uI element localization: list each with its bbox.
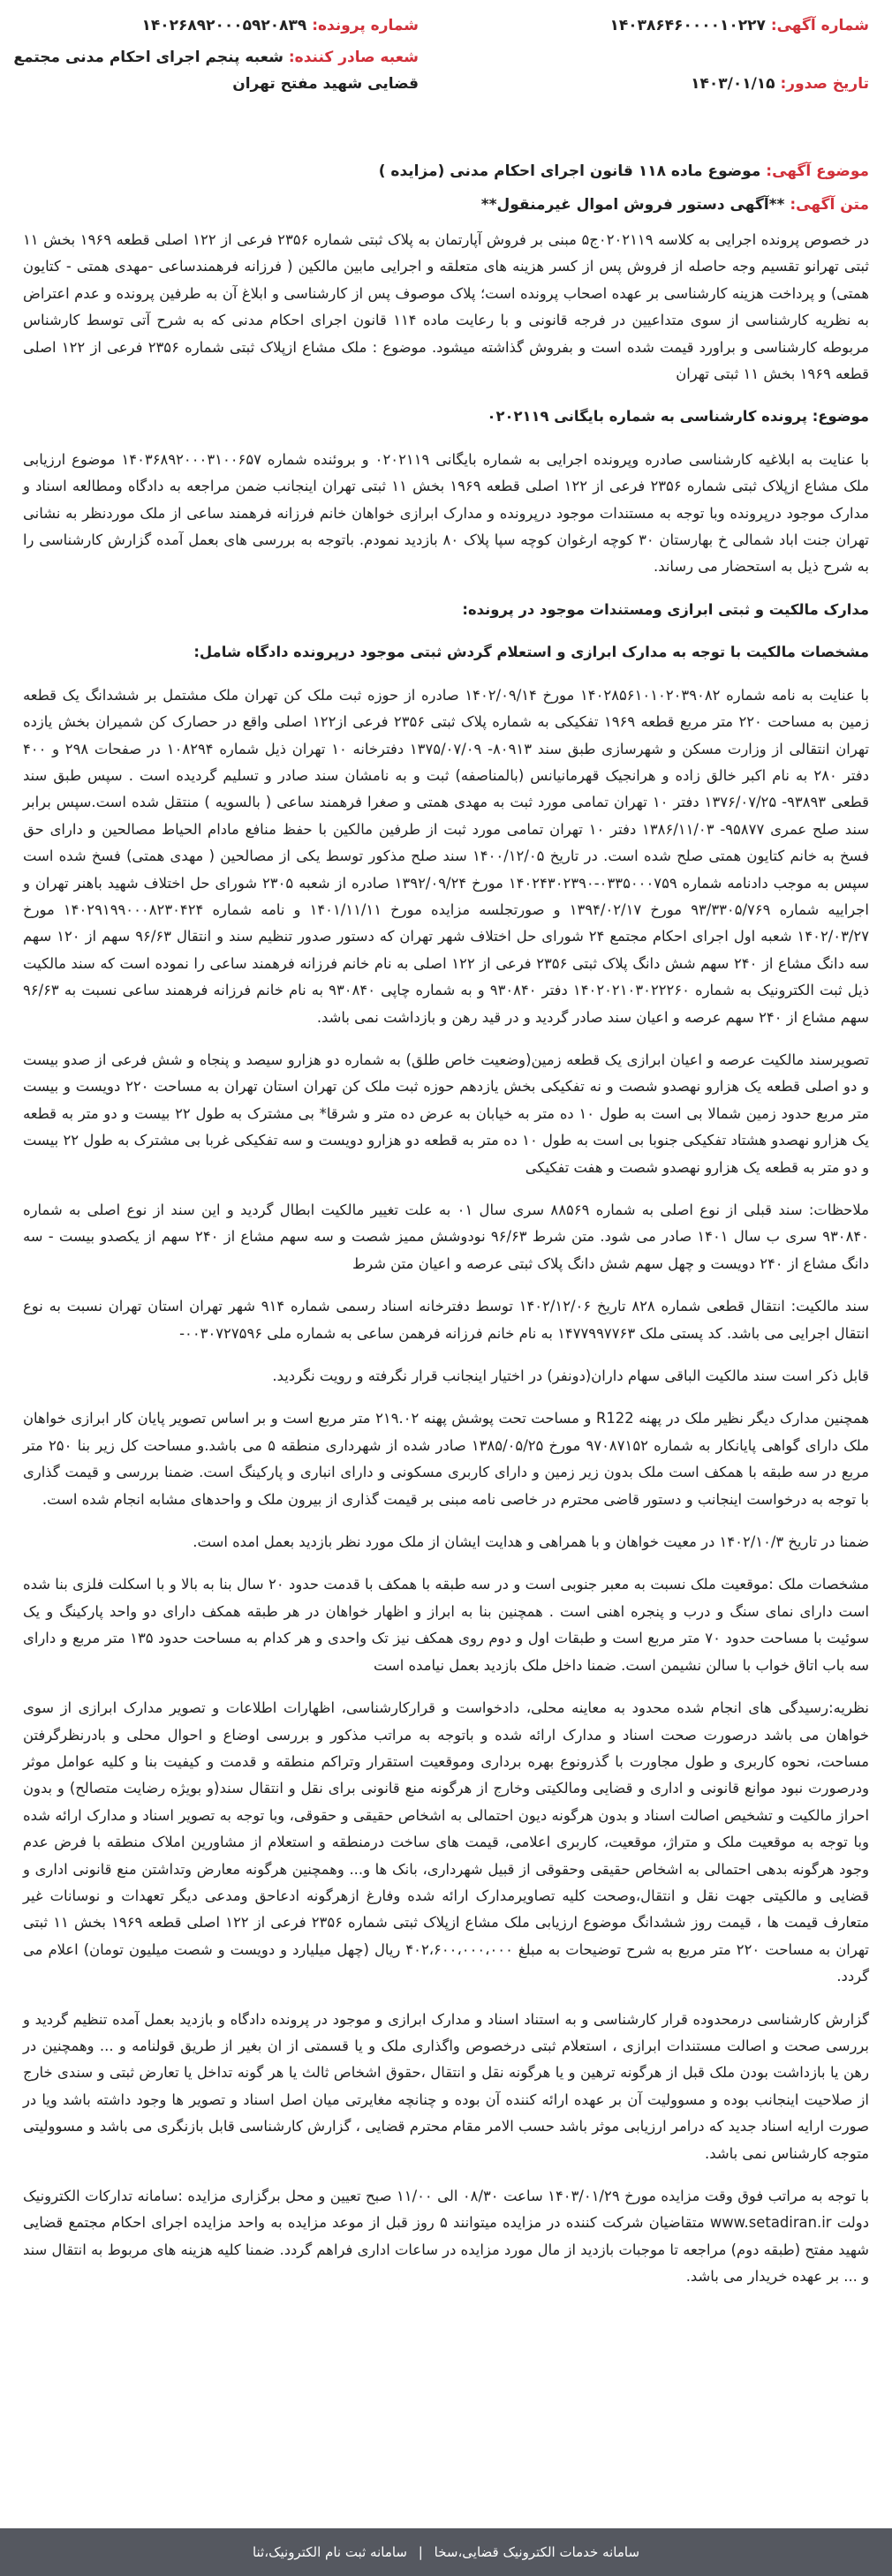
issuing-branch-value: شعبه پنجم اجرای احکام مدنی مجتمع قضایی شهید مفتح تهران — [13, 49, 419, 93]
ad-number — [609, 12, 869, 39]
paragraph-property-specs: مشخصات ملک :موقعیت ملک نسبت به معبر جنوبی است و در سه طبقه با همکف با قدمت حدود ۲۰ سال بنا به بالا و با اسکلت فلزی بنا شده است دارای نمای سنگ و درب و پنجره اهنی است . همچنین بنا به ابراز و اظهار خواهان در هر طبقه همکف دارای دو واحد پارکینگ و یک سوئیت با مساحت حدود ۷۰ متر مربع است و طبقات اول و دوم روی همکف نیز تک واحدی و هر کدام به مساحت حدود ۱۳۵ متر مربع و دارای سه باب اتاق خواب با سالن نشیمن است. ضمنا داخل ملک بازدید بعمل نیامده است — [23, 1576, 869, 1674]
ad-number-label: شماره آگهی: — [770, 17, 869, 34]
footer-link-sakha[interactable]: سامانه خدمات الکترونیک قضایی،سخا — [434, 2544, 640, 2560]
ad-number-value: ۱۴۰۳۸۶۴۶۰۰۰۰۱۰۲۲۷ — [609, 17, 766, 34]
paragraph-opinion: نظریه:رسیدگی های انجام شده محدود به معاینه محلی، دادخواست و قرارکارشناسی، اظهارات اطلاعات و تصویر مدارک ابرازی از سوی خواهان می باشد درصورت صحت اسناد و مدارک ارائه شده و باتوجه به مراتب مذکور و بررسی اوضاع و احوال محلی و بادرنظرگرفتن مساحت، نحوه کاربری و طول مجاورت با گذرونوع بهره برداری وموقعیت استقرار وتراکم منطقه و قدمت و کیفیت بنا و کلیه عوامل موثر ودرصورت نبود موانع قانونی و اداری و قضایی ومالکیتی وخارج از هرگونه منع قانونی برای نقل و انتقال سند(و بویژه رضایت متصالح) و بدون احراز مالکیت و تشخیص اصالت اسناد و بدون هرگونه دیون احتمالی به اشخاص حقیقی و حقوقی، وبا توجه به تصویر اسناد و مدارک ارائه شده وبا توجه به موقعیت ملک و متراژ، موقعیت، کاربری اعلامی، قیمت های ساخت درمنطقه و استعلام از مشاورین املاک منطقه با فرض عدم وجود هرگونه بدهی احتمالی به اشخاص حقیقی وحقوقی از قبیل شهرداری، بانک ها و... وهمچنین هرگونه معارض وتداشتن منع قانونی اداری و قضایی و مالکیتی جهت نقل و انتقال،وصحت کلیه تصاویرمدارک ارائه شده وفارغ ازهرگونه ادعاحق ومدعی دیگر تعهدات و نوسانات غیر متعارف قیمت ها ، قیمت روز ششدانگ موضوع ارزیابی ملک مشاع ازپلاک ثبتی شماره ۲۳۵۶ فرعی از ۱۲۲ اصلی قطعه ۱۹۶۹ بخش ۱۱ ثبتی تهران به مساحت ۲۲۰ متر مربع به شرح توضیحات به مبلغ ۴۰۲،۶۰۰،۰۰۰،۰۰۰ ریال (چهل میلیارد و دویست و شصت میلیون تومان) اعلام می گردد. — [23, 1699, 870, 1985]
issue-date-label: تاریخ صدور: — [780, 75, 869, 93]
footer-bar — [0, 2528, 892, 2576]
footer-link-sana[interactable]: سامانه ثبت نام الکترونیک،ثنا — [252, 2544, 407, 2560]
subject-row — [23, 158, 869, 185]
paragraph-visit-date: ضمنا در تاریخ ۱۴۰۲/۱۰/۳ در معیت خواهان و با همراهی و هدایت ایشان از ملک مورد نظر بازدید بعمل امده است. — [193, 1533, 869, 1551]
case-number-value: ۱۴۰۲۶۸۹۲۰۰۰۵۹۲۰۸۳۹ — [141, 17, 307, 34]
case-number — [141, 12, 419, 39]
paragraph-deed-description: تصویرسند مالکیت عرصه و اعیان ابرازی یک قطعه زمین(وضعیت خاص طلق) به شماره دو هزارو سیصد و پنجاه و شش فرعی از صدو بیست و دو اصلی قطعه یک هزارو نهصدو شصت و نه تفکیکی بخش یازدهم حوزه ثبت ملک کن تهران استان تهران به مساحت ۲۲۰ دویست و بیست متر مربع حدود زمین شمالا بی است به طول ۱۰ ده متر به خیابان به عرض ده متر و شرقا* بی مشترک به طول ۲۲ بیست و دو متر به قطعه یک هزارو نهصدو هشتاد تفکیکی جنوبا بی است به طول ۱۰ ده متر به قطعه دو هزارو دویست و سه تفکیکی غربا بی مشترک به طول ۲۲ بیست و دو متر به قطعه یک هزارو نهصدو شصت و هفت تفکیکی — [23, 1051, 869, 1176]
paragraph-visit: با عنایت به ابلاغیه کارشناسی صادره وپرونده اجرایی به شماره بایگانی ۰۲۰۲۱۱۹ و بروئنده شماره ۱۴۰۳۶۸۹۲۰۰۰۳۱۰۰۶۵۷ موضوع ارزیابی ملک مشاع ازپلاک ثبتی شماره ۲۳۵۶ فرعی از ۱۲۲ اصلی قطعه ۱۹۶۹ بخش ۱۱ ثبتی تهران اینجانب ضمن مراجعه به دادگاه ومطالعه اسناد و مدارک موجود درپرونده وبا توجه به مستندات موجود درپرونده و مدارک ابرازی خواهان خانم فرزانه فرهمند ساعی از ملک موردنظر به نشانی تهران جنت اباد شمالی خ بهارستان ۳۰ کوچه ارغوان کوچه سپا پلاک ۸۰ بازدید نمودم. باتوجه به بررسی های بعمل آمده گزارش کارشناسی را به شرح ذیل به استحضار می رساند. — [23, 450, 869, 576]
text-row — [23, 192, 869, 218]
paragraph-remarks: ملاحظات: سند قبلی از نوع اصلی به شماره ۸۸۵۶۹ سری سال ۰۱ به علت تغییر مالکیت ابطال گردید و این سند از نوع اصلی به شماره ۹۳۰۸۴۰ سری ب سال ۱۴۰۱ صادر می شود. متن شرط ۹۶/۶۳ نودوشش ممیز شصت و سه سهم مشاع از ۲۴۰ سهم از یکصدو بیست - سه دانگ مشاع از ۲۴۰ دویست و چهل سهم شش دانگ پلاک ثبتی عرصه و اعیان متن شرط — [23, 1201, 869, 1272]
issue-date — [691, 71, 869, 97]
paragraph-ownership-heading: مشخصات مالکیت با توجه به مدارک ابرازی و استعلام گردش ثبتی موجود درپرونده دادگاه شامل: — [193, 644, 869, 661]
paragraph-zoning: همچنین مدارک دیگر نظیر ملک در پهنه R122 و مساحت تحت پوشش پهنه ۲۱۹.۰۲ متر مربع است و بر اساس تصویر پایان کار ابرازی خواهان ملک دارای گواهی پایانکار به شماره ۹۷۰۸۷۱۵۲ مورخ ۱۳۸۵/۰۵/۲۵ صادر شده از شهرداری منطقه ۵ می باشد.و مساحت کل زیر بنا ۲۵۰ متر مربع در سه طبقه با همکف است ملک بدون زیر زمین و دارای کاربری مسکونی و دارای انباری و پارکینگ است. ضمنا بررسی و قیمت گذاری با توجه به درخواست اینجانب و دستور قاضی محترم در خاصی نامه مبنی بر قیمت گذاری از بیرون ملک و واحدهای مشابه انجام شده است. — [23, 1410, 870, 1508]
paragraph-intro: در خصوص پرونده اجرایی به کلاسه ۰۲۰۲۱۱۹ج۵ مبنی بر فروش آپارتمان به پلاک ثبتی شماره ۲۳۵۶ فرعی از ۱۲۲ اصلی قطعه ۱۹۶۹ بخش ۱۱ ثبتی تهرانو تقسیم وجه حاصله از فروش پس از کسر هزینه های متعلقه و اجرایی مابین مالکین ( فرزانه فرهمندساعی -مهدی همتی - کتایون همتی) و پرداخت هزینه کارشناسی بر عهده اصحاب پرونده است؛ پلاک موصوف پس از کارشناسی و ابلاغ آن به طرفین پرونده و عدم اعتراض به نظریه کارشناسی از سوی متداعیین در فرجه قانونی و با رعایت ماده ۱۱۴ قانون اجرای احکام مدنی که به شرح آتی توسط کارشناس مربوطه کارشناسی و براورد قیمت شده است و بفروش گذاشته میشود. موضوع : ملک مشاع ازپلاک ثبتی شماره ۲۳۵۶ فرعی از ۱۲۲ اصلی قطعه ۱۹۶۹ بخش ۱۱ ثبتی تهران — [23, 231, 870, 383]
notice-title: **آگهی دستور فروش اموال غیرمنقول** — [480, 196, 785, 214]
footer-separator: | — [418, 2544, 423, 2560]
issuing-branch — [4, 44, 419, 97]
subject-label: موضوع آگهی: — [766, 162, 869, 180]
case-number-label: شماره پرونده: — [312, 17, 419, 34]
notice-header — [13, 12, 869, 140]
issuing-branch-label: شعبه صادر کننده: — [288, 49, 419, 66]
text-label: متن آگهی: — [790, 196, 869, 214]
paragraph-auction-schedule: با توجه به مراتب فوق وقت مزایده مورخ ۱۴۰۳/۰۱/۲۹ ساعت ۰۸/۳۰ الی ۱۱/۰۰ صبح تعیین و محل برگزاری مزایده :سامانه تدارکات الکترونیک دولت www.setadiran.ir متقاضیان شرکت کننده در مزایده میتوانند ۵ روز قبل از موعد مزایده به واحد مزایده اجرای احکام مجتمع قضایی شهید مفتح (طبقه دوم) مراجعه تا موجبات بازدید از مال مورد مزایده در ساعات اداری فراهم گردد. ضمنا کلیه هزینه های مربوط به انتقال سند و ... بر عهده خریدار می باشد. — [23, 2188, 870, 2286]
issue-date-value: ۱۴۰۳/۰۱/۱۵ — [691, 75, 775, 93]
paragraph-subject: موضوع: پرونده کارشناسی به شماره بایگانی ۰۲۰۲۱۱۹ — [487, 408, 869, 426]
paragraph-documents-heading: مدارک مالکیت و ثبتی ابرازی ومستندات موجود در پرونده: — [462, 600, 869, 618]
paragraph-disclaimer: گزارش کارشناسی درمحدوده قرار کارشناسی و به استناد اسناد و مدارک ابرازی و موجود در پرونده دادگاه و بازدید بعمل آمده تنظیم گردید و بررسی صحت و اصالت مستندات ابرازی ، استعلام ثبتی درخصوص واگذاری ملک و یا قسمتی از ان بغیر از طریق قولنامه و ... وهمچنین در رهن یا بازداشت بودن ملک قبل از هرگونه ترهین و یا هرگونه نقل و انتقال ،حقوق اشخاص ثالث یا هر گونه تداخل یا تعارض ثبتی و سندی خارج از صلاحیت اینجانب بوده و مسوولیت آن بر عهده ارائه کننده آن بوده و چنانچه مغایرتی میان اصل اسناد و تصویر ها وجود داشته باشد ویا در صورت ارایه اسناد جدید که درامر ارزیابی موثر باشد حسب الامر مقام محترم قضایی ، گزارش کارشناسی قابل بازنگری می باشد و مسوولیتی متوجه کارشناس نمی باشد. — [23, 2010, 869, 2162]
notice-body — [23, 227, 869, 2291]
paragraph-transfer: سند مالکیت: انتقال قطعی شماره ۸۲۸ تاریخ ۱۴۰۲/۱۲/۰۶ توسط دفترخانه اسناد رسمی شماره ۹۱۴ شهر تهران استان تهران نسبت به نوع انتقال اجرایی می باشد. کد پستی ملک ۱۴۷۷۹۹۷۷۶۳ به نام خانم فرزانه فرهمن ساعی به شماره ملی ۰۰۳۰۷۲۷۵۹۶- — [23, 1298, 869, 1342]
subject-value: موضوع ماده ۱۱۸ قانون اجرای احکام مدنی (مزایده ) — [378, 162, 761, 180]
paragraph-other-owners: قابل ذکر است سند مالکیت الباقی سهام داران(دونفر) در اختیار اینجانب قرار نگرفته و رویت نگردید. — [272, 1367, 869, 1385]
paragraph-ownership-history: با عنایت به نامه شماره ۱۴۰۲۸۵۶۱۰۱۰۲۰۳۹۰۸۲ مورخ ۱۴۰۲/۰۹/۱۴ صادره از حوزه ثبت ملک کن تهران ملک مشتمل بر ششدانگ یک قطعه زمین به مساحت ۲۲۰ متر مربع قطعه ۱۹۶۹ تفکیکی به شماره پلاک ثبتی ۲۳۵۶ فرعی از۱۲۲ اصلی واقع در حصارک کن شمیران بخش یازده تهران انتقالی از وزارت مسکن و شهرسازی طبق سند ۸۰۹۱۳- ۱۳۷۵/۰۷/۰۹ دفترخانه ۱۰ تهران ذیل شماره ۱۰۸۲۹۴ در صفحات ۲۹۸ و ۴۰۰ دفتر ۲۸۰ به نام اکبر خالق زاده و هرانجیک قهرمانیانس (بالمناصفه) ثبت و به نامشان سند صادر و تسلیم گردیده است . سپس طبق سند قطعی ۹۳۸۹۳- ۱۳۷۶/۰۷/۲۵ دفتر ۱۰ تهران تمامی مورد ثبت به مهدی همتی و صغرا فرهمند ساعی ( بالسویه ) منتقل شده است.سپس برابر سند صلح عمری ۹۵۸۷۷- ۱۳۸۶/۱۱/۰۳ دفتر ۱۰ تهران تمامی مورد ثبت از طرفین مالکین با حفظ منافع مادام الحیاط مصالحین و دارای حق فسخ به خانم کتایون همتی صلح شده است. در تاریخ ۱۴۰۰/۱۲/۰۵ سند صلح مذکور توسط یکی از مصالحین ( مهدی همتی) فسخ شده است سپس به موجب دادنامه شماره ۰۳۳۵۰۰۰۷۵۹-۱۴۰۲۴۳۰۲۳۹۰ مورخ ۱۳۹۲/۰۹/۲۴ صادره از شعبه ۲۳۰۵ شورای حل اختلاف شهید باهنر تهران و اجراییه شماره ۹۳/۳۳۰۵/۷۶۹ مورخ ۱۳۹۴/۰۲/۱۷ و صورتجلسه مزایده مورخ ۱۴۰۱/۱۱/۱۱ و نامه شماره ۱۴۰۲۹۱۹۹۰۰۰۸۲۳۰۴۲۴ مورخ ۱۴۰۲/۰۳/۲۷ شعبه اول اجرای احکام مجتمع ۲۴ شورای حل اختلاف شهر تهران که دستور صدور تنظیم سند و انتقال ۹۶/۶۳ سهم از ۱۲۰ سهم سه دانگ مشاع از ۲۴۰ سهم شش دانگ پلاک ثبتی ۲۳۵۶ فرعی از ۱۲۲ اصلی به نام خانم فرزانه فرهمند ساعی را نموده است که سند مالکیت ذیل ثبت الکترونیک به شماره ۱۴۰۲۰۲۱۰۳۰۲۲۲۶۰ دفتر ۹۳۰۸۴۰ و به شماره چاپی ۹۳۰۸۴۰ به نام خانم فرزانه فرهمند ساعی نسبت به ۹۶/۶۳ سهم مشاع از ۲۴۰ سهم عرصه و اعیان سند صادر گردید و در قید رهن و بازداشت نمی باشد. — [23, 686, 870, 1026]
